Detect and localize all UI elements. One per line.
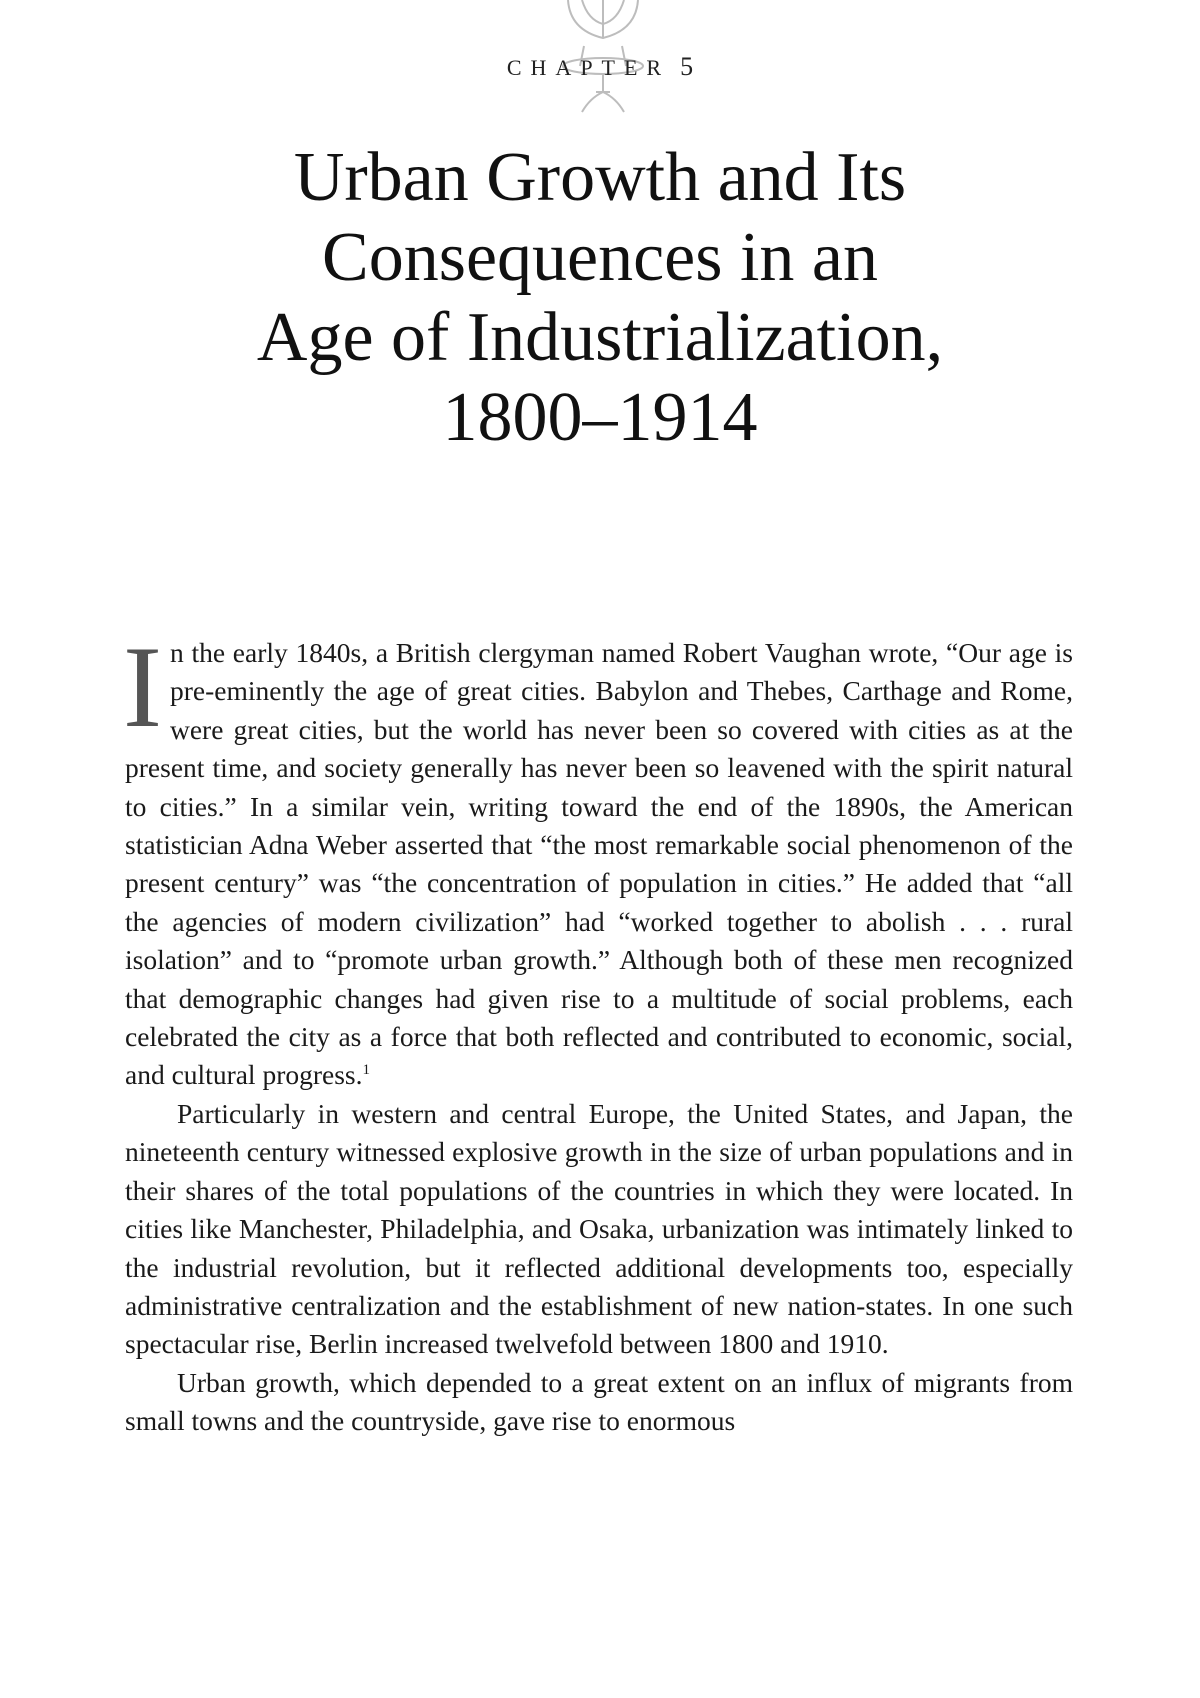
chapter-number: 5 [680, 52, 694, 81]
title-line-2: Consequences in an [322, 219, 878, 296]
paragraph-1 [123, 623, 1073, 1095]
drop-cap: I [123, 623, 162, 752]
chapter-heading [0, 52, 1200, 82]
title-line-1: Urban Growth and Its [293, 139, 907, 216]
chapter-label: CHAPTER [506, 55, 671, 80]
title-line-4: 1800–1914 [442, 379, 758, 456]
title-line-3: Age of Industrialization, [256, 299, 944, 376]
paragraph-2: Particularly in western and central Europe, the United States, and Japan, the nineteenth century witnessed explosive growth in the size of urban populations and in their shares of the total populations of the countries in which they were located. In cities like Manchester, Philadelphia, and Osaka, urbanization was intimately linked to the industrial revolution, but it reflected additional developments too, especially administrative centralization and the establishment of new nation-states. In one such spectacular rise, Berlin increased twelvefold between 1800 and 1910. [125, 1097, 1073, 1360]
paragraph-3: Urban growth, which depended to a great extent on an influx of migrants from small towns and the countryside, gave rise to enormous [125, 1366, 1073, 1437]
body-text [123, 623, 1073, 1441]
paragraph-1-text: n the early 1840s, a British clergyman named Robert Vaughan wrote, “Our age is pre-eminently the age of great cities. Babylon and Thebes, Carthage and Rome, were great cities, but the world has never been so covered with cities as at the present time, and society generally has never been so leavened with the spirit natural to cities.” In a similar vein, writing toward the end of the 1890s, the American statistician Adna Weber asserted that “the most remarkable social phenomenon of the present century” was “the concentration of population in cities.” He added that “all the agencies of modern civilization” had “worked together to abolish . . . rural isolation” and to “promote urban growth.” Although both of these men recognized that demographic changes had given rise to a multitude of social problems, each celebrated the city as a force that both reflected and contributed to economic, social, and cultural progress. [125, 637, 1073, 1091]
chapter-title [150, 138, 1050, 458]
footnote-marker[interactable]: 1 [362, 1062, 370, 1079]
